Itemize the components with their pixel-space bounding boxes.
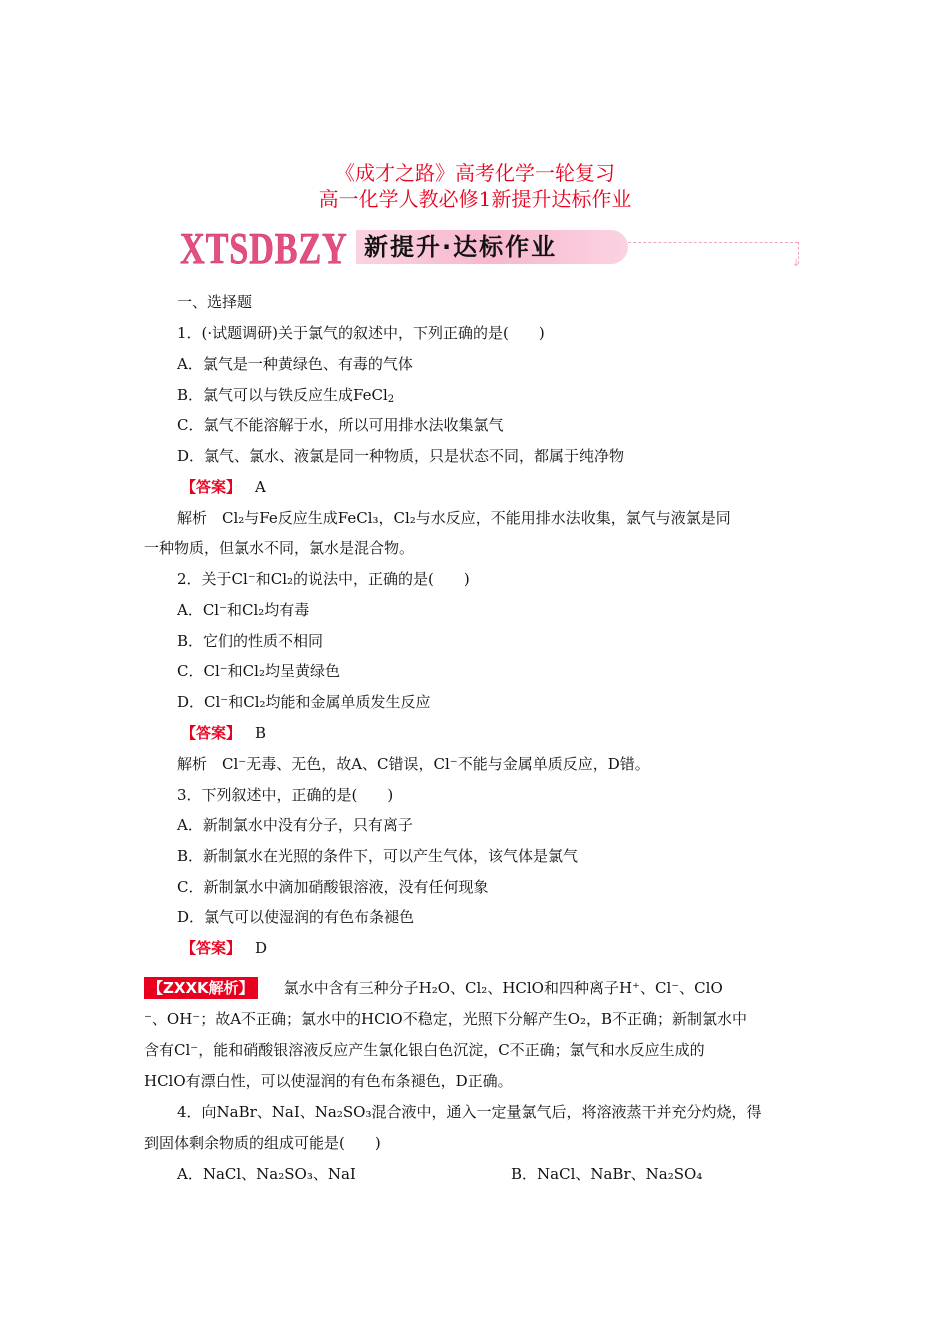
section-heading: 一、选择题	[177, 293, 253, 311]
answer-label: 【答案】	[181, 478, 242, 496]
q2-option-c: C．Cl⁻和Cl₂均呈黄绿色	[177, 662, 340, 680]
q3-option-b: B．新制氯水在光照的条件下，可以产生气体，该气体是氯气	[177, 847, 579, 865]
answer-label: 【答案】	[181, 939, 242, 957]
q2-analysis-line1: 解析 Cl⁻无毒、无色，故A、C错误，Cl⁻不能与金属单质反应，D错。	[177, 755, 650, 773]
q1-option-c: C．氯气不能溶解于水，所以可用排水法收集氯气	[177, 416, 504, 434]
zxxk-analysis-tag: 【ZXXK解析】	[144, 977, 258, 999]
q3-analysis-line3: 含有Cl⁻，能和硝酸银溶液反应产生氯化银白色沉淀，C不正确；氯气和水反应生成的	[144, 1041, 705, 1059]
answer-value: A	[255, 478, 266, 496]
q1-option-d: D．氯气、氯水、液氯是同一种物质，只是状态不同，都属于纯净物	[177, 447, 625, 465]
q2-option-d: D．Cl⁻和Cl₂均能和金属单质发生反应	[177, 693, 431, 711]
q2-option-b: B．它们的性质不相同	[177, 632, 324, 650]
q1-stem: 1．(·试题调研)关于氯气的叙述中，下列正确的是( )	[177, 324, 545, 342]
doc-title-line1: 《成才之路》高考化学一轮复习	[335, 161, 615, 185]
q4-stem-line2: 到固体剩余物质的组成可能是( )	[144, 1134, 381, 1152]
banner-logo: XTSDBZY	[180, 224, 348, 273]
answer-value: D	[255, 939, 268, 957]
q3-stem: 3．下列叙述中，正确的是( )	[177, 786, 394, 804]
q1-analysis-line2: 一种物质，但氯水不同，氯水是混合物。	[144, 539, 415, 557]
q3-answer	[181, 938, 267, 958]
banner-title: 新提升·达标作业	[364, 233, 558, 261]
q1-answer	[181, 477, 266, 497]
q4-option-b: B．NaCl、NaBr、Na₂SO₄	[511, 1165, 703, 1183]
banner-arrow-icon: ↓	[792, 258, 801, 269]
answer-value: B	[255, 724, 267, 742]
banner-dashed-line	[628, 242, 798, 243]
q1-analysis-line1: 解析 Cl₂与Fe反应生成FeCl₃，Cl₂与水反应，不能用排水法收集，氯气与液氯是同	[177, 509, 731, 527]
q2-option-a: A．Cl⁻和Cl₂均有毒	[177, 601, 310, 619]
q2-answer	[181, 723, 266, 743]
q4-stem-line1: 4．向NaBr、NaI、Na₂SO₃混合液中，通入一定量氯气后，将溶液蒸干并充分灼烧，得	[177, 1103, 762, 1121]
q3-option-c: C．新制氯水中滴加硝酸银溶液，没有任何现象	[177, 878, 489, 896]
q4-option-a: A．NaCl、Na₂SO₃、NaI	[177, 1165, 356, 1183]
doc-title-line2: 高一化学人教必修1新提升达标作业	[318, 187, 632, 211]
q1-option-b: B．氯气可以与铁反应生成FeCl$_2$	[177, 386, 395, 405]
section-banner	[180, 224, 804, 274]
q3-option-d: D．氯气可以使湿润的有色布条褪色	[177, 908, 415, 926]
q3-analysis-line2: ⁻、OH⁻；故A不正确；氯水中的HClO不稳定，光照下分解产生O₂，B不正确；新制氯水中	[144, 1010, 748, 1028]
answer-label: 【答案】	[181, 724, 242, 742]
q1-option-a: A．氯气是一种黄绿色、有毒的气体	[177, 355, 413, 373]
q3-analysis-line1: 【ZXXK解析】 氯水中含有三种分子H₂O、Cl₂、HClO和四种离子H⁺、Cl⁻、ClO	[144, 977, 723, 999]
q3-option-a: A．新制氯水中没有分子，只有离子	[177, 816, 413, 834]
q3-analysis-line4: HClO有漂白性，可以使湿润的有色布条褪色，D正确。	[144, 1072, 513, 1090]
q2-stem: 2．关于Cl⁻和Cl₂的说法中，正确的是( )	[177, 570, 470, 588]
